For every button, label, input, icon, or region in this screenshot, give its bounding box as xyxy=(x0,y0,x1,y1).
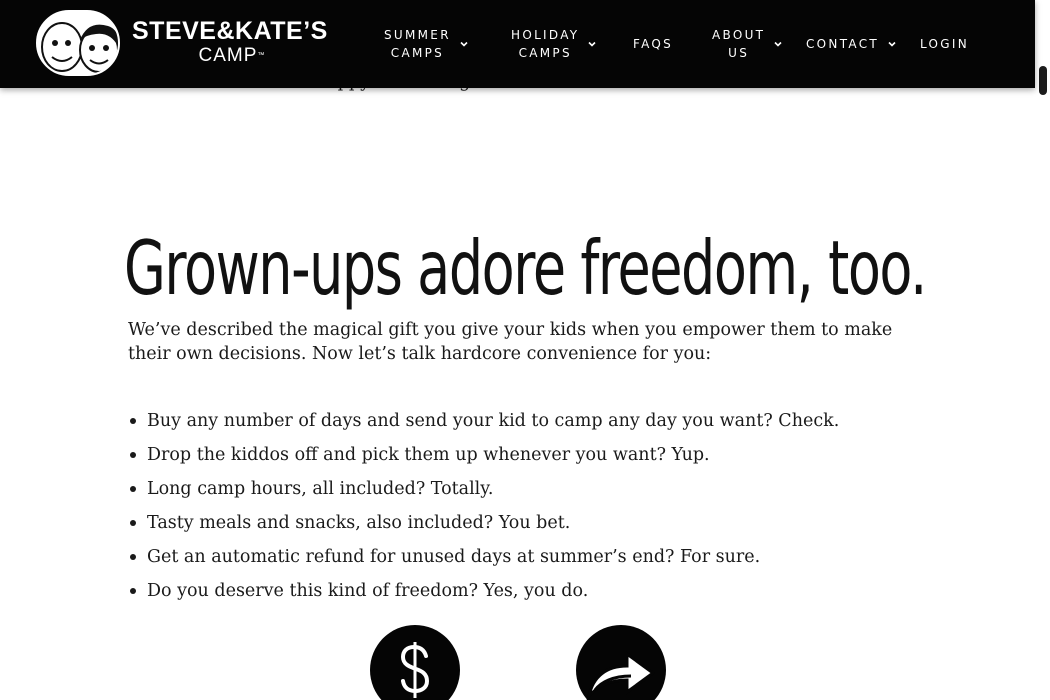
nav-label-line: CAMPS xyxy=(390,46,445,60)
logo-line2 xyxy=(136,44,328,68)
nav-label-line: HOLIDAY xyxy=(511,28,580,42)
list-item: Tasty meals and snacks, also included? You bet. xyxy=(128,506,839,540)
logo-trademark: ™ xyxy=(257,52,266,59)
logo-faces-icon xyxy=(36,10,120,76)
chevron-down-icon[interactable] xyxy=(887,39,897,49)
nav-item-holiday-camps[interactable] xyxy=(498,26,628,62)
list-item: Buy any number of days and send your kid to camp any day you want? Check. xyxy=(128,404,839,438)
nav-label: FAQS xyxy=(633,37,674,51)
chevron-down-icon[interactable] xyxy=(773,39,783,49)
logo-line1: STEVE&KATE’S xyxy=(132,17,328,45)
nav-item-summer-camps[interactable] xyxy=(370,26,498,62)
scrollbar-thumb[interactable] xyxy=(1039,66,1047,95)
list-item: Get an automatic refund for unused days at summer’s end? For sure. xyxy=(128,540,839,574)
scrollbar[interactable] xyxy=(1035,0,1050,700)
list-item: Long camp hours, all included? Totally. xyxy=(128,472,839,506)
nav-item-faqs[interactable] xyxy=(628,35,700,53)
arrow-right-icon xyxy=(576,625,666,700)
site-logo[interactable] xyxy=(36,10,328,76)
section-lead: We’ve described the magical gift you give your kids when you empower them to make their own decisions. Now let’s talk hardcore convenience for you: xyxy=(128,320,893,364)
nav-label xyxy=(384,26,451,62)
nav-item-contact[interactable] xyxy=(798,35,916,53)
dollar-icon xyxy=(370,625,460,700)
benefits-list xyxy=(128,404,839,608)
nav-label: CONTACT xyxy=(806,37,880,51)
nav-label-line: SUMMER xyxy=(384,28,451,42)
site-header xyxy=(0,0,1035,88)
list-item: Drop the kiddos off and pick them up whenever you want? Yup. xyxy=(128,438,839,472)
section-heading: Grown-ups adore freedom, too. xyxy=(124,224,926,312)
nav-label-line: CAMPS xyxy=(518,46,572,60)
nav-item-about-us[interactable] xyxy=(700,26,798,62)
logo-camp-text: CAMP xyxy=(198,45,258,66)
nav-label-line: US xyxy=(728,46,750,60)
chevron-down-icon[interactable] xyxy=(459,39,469,49)
main-nav xyxy=(370,0,986,88)
chevron-down-icon[interactable] xyxy=(587,39,597,49)
nav-label xyxy=(712,26,765,62)
nav-label xyxy=(511,26,579,62)
nav-label: LOGIN xyxy=(920,37,970,51)
list-item: Do you deserve this kind of freedom? Yes, you do. xyxy=(128,574,839,608)
nav-item-login[interactable] xyxy=(916,35,986,53)
nav-label-line: ABOUT xyxy=(712,28,766,42)
logo-wordmark xyxy=(132,18,328,68)
